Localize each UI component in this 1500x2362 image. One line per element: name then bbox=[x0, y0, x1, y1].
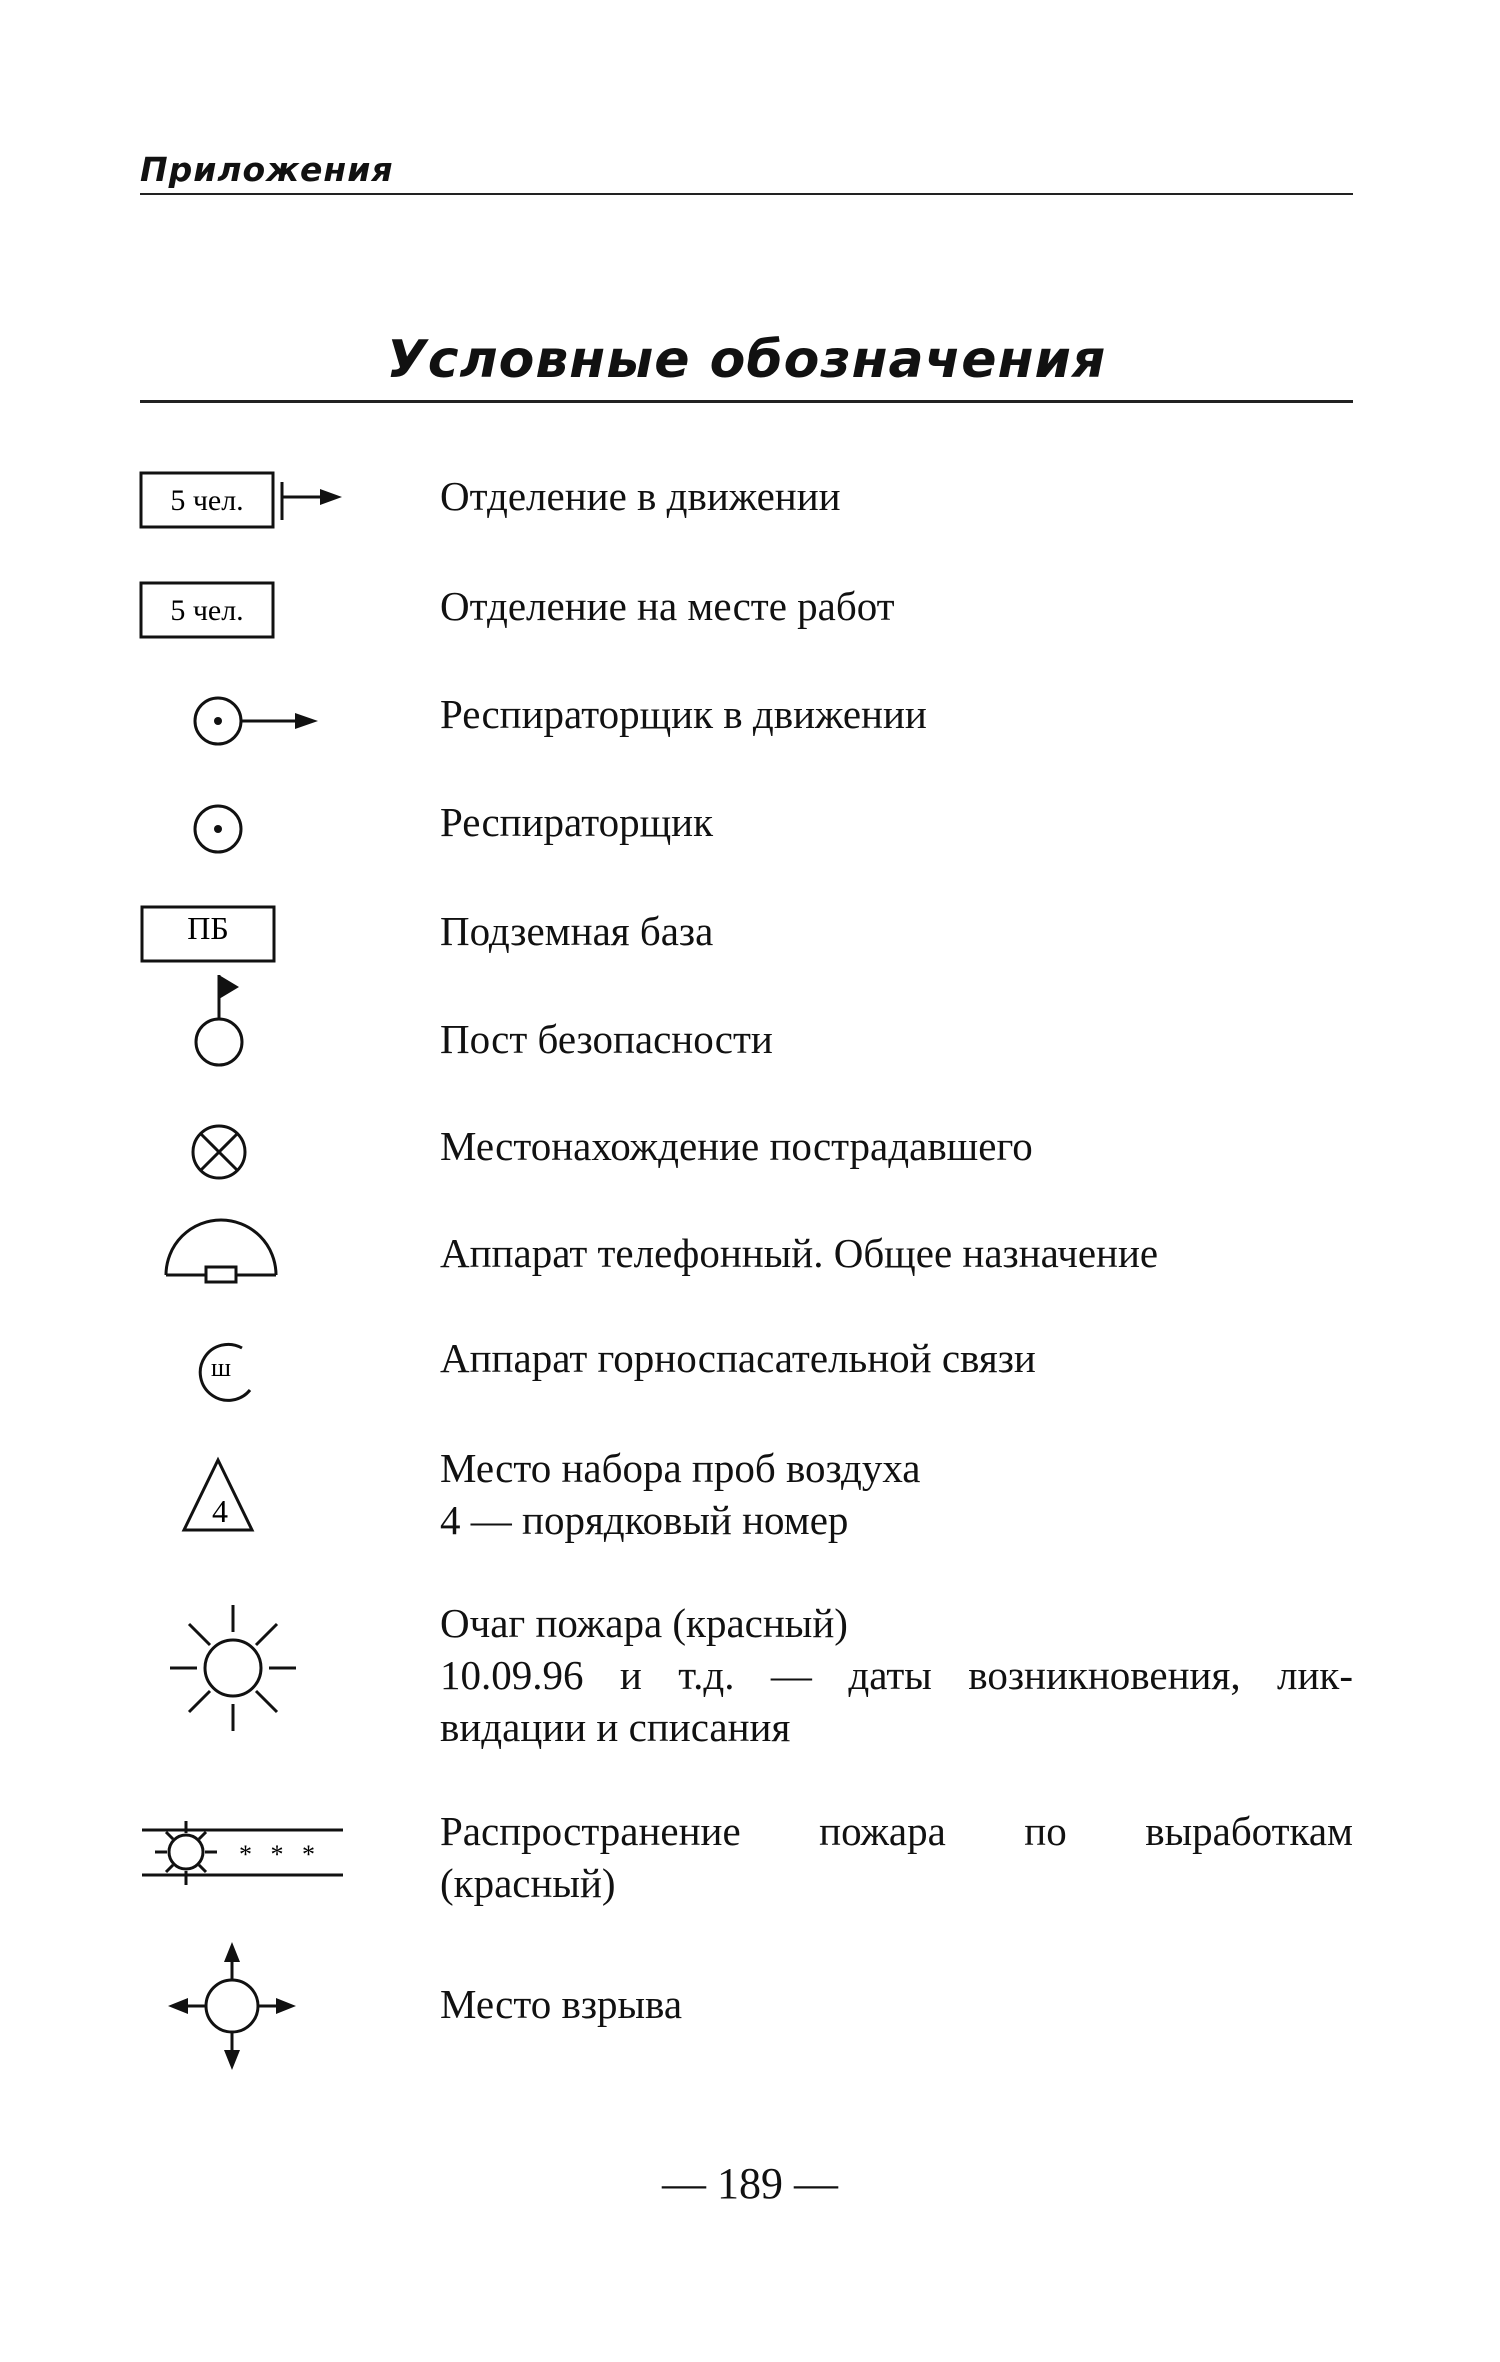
squad-label: 5 чел. bbox=[170, 594, 244, 627]
rescue-comm-icon bbox=[130, 1330, 290, 1410]
air-sample-icon bbox=[130, 1442, 290, 1552]
respirator-moving-icon bbox=[130, 688, 330, 752]
comm-label: ш bbox=[210, 1353, 232, 1382]
base-label: ПБ bbox=[187, 910, 229, 946]
legend-label: Респираторщик в движении bbox=[440, 691, 927, 737]
fire-spread-icon bbox=[130, 1805, 350, 1895]
telephone-icon bbox=[130, 1210, 300, 1290]
squad-at-work-icon bbox=[130, 580, 290, 644]
safety-post-icon bbox=[130, 975, 290, 1075]
fire-source-icon bbox=[130, 1597, 310, 1747]
underground-base-icon bbox=[130, 905, 290, 969]
squad-moving-icon bbox=[130, 470, 370, 534]
respirator-icon bbox=[130, 796, 290, 860]
legend-label: Пост безопасности bbox=[440, 1016, 773, 1062]
legend-label: Отделение на месте работ bbox=[440, 583, 895, 629]
legend-label: Подземная база bbox=[440, 908, 714, 954]
legend-label: Респираторщик bbox=[440, 799, 714, 845]
legend-label: Место взрыва bbox=[440, 1981, 683, 2027]
legend-label: Аппарат телефонный. Общее назначение bbox=[440, 1230, 1159, 1276]
legend-label: Распространение пожара по выработкам (красный) bbox=[440, 1808, 1353, 1906]
squad-label: 5 чел. bbox=[170, 484, 244, 517]
spread-marks: * * * bbox=[239, 1840, 321, 1869]
running-head: Приложения bbox=[140, 150, 1353, 195]
page-number: — 189 — bbox=[662, 2159, 838, 2208]
sample-number-label: 4 bbox=[212, 1493, 228, 1529]
explosion-icon bbox=[130, 1940, 330, 2080]
legend-label: Местонахождение пострадавшего bbox=[440, 1123, 1033, 1169]
section-title: Условные обозначения bbox=[140, 320, 1353, 403]
victim-location-icon bbox=[130, 1120, 290, 1184]
legend-label: Место набора проб воздуха 4 — порядковый номер bbox=[440, 1445, 921, 1543]
legend-label: Очаг пожара (красный) 10.09.96 и т.д. — даты возникновения, лик- видации и списания bbox=[440, 1600, 1353, 1750]
legend-label: Отделение в движении bbox=[440, 473, 841, 519]
legend-label: Аппарат горноспасательной связи bbox=[440, 1335, 1036, 1381]
